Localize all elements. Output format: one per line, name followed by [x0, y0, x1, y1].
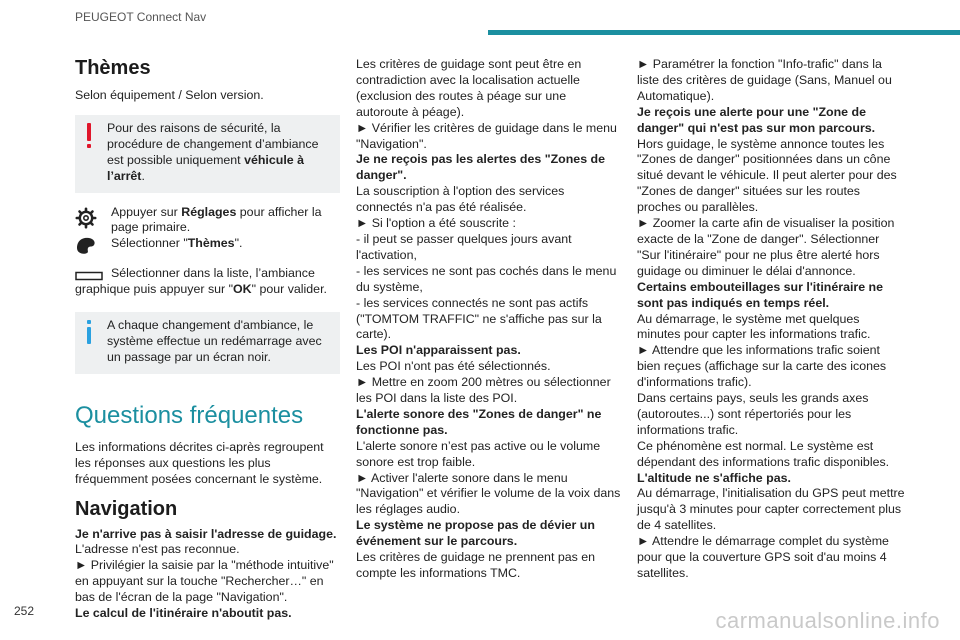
faq-answer: La souscription à l'option des services connectés n'a pas été réalisée.	[356, 184, 565, 215]
column-2	[356, 57, 621, 582]
watermark: carmanualsonline.info	[715, 608, 940, 633]
step-select-theme-text: Sélectionner dans la liste, l’ambiance graphique puis appuyer sur "OK" pour valider.	[75, 266, 327, 297]
step-settings-text: Appuyer sur Réglages pour afficher la page primaire.	[111, 204, 322, 235]
faq-answer: Au démarrage, l'initialisation du GPS peut mettre jusqu'à 3 minutes pour capter correctement plus de 4 satellites.	[637, 486, 905, 533]
column-3	[637, 57, 905, 582]
faq-answer: - les services ne sont pas cochés dans le menu du système,	[356, 263, 617, 294]
faq-question: Certains embouteillages sur l'itinéraire ne sont pas indiqués en temps réel.	[637, 279, 884, 310]
faq-answer: L'adresse n'est pas reconnue.	[75, 542, 240, 557]
ok-button-icon	[75, 271, 103, 281]
section-title: Questions fréquentes	[75, 401, 304, 429]
running-header: PEUGEOT Connect Nav	[75, 10, 207, 24]
info-note	[75, 312, 340, 374]
faq-answer: ► Zoomer la carte afin de visualiser la position exacte de la "Zone de danger". Sélectionner "Sur l'itinéraire" pour ne plus être alerté hors guidage ou diminuer le délai d'annonce.	[637, 216, 895, 278]
faq-question: Le calcul de l'itinéraire n'aboutit pas.	[75, 606, 292, 621]
faq-answer: ► Privilégier la saisie par la "méthode intuitive" en appuyant sur la touche "Rechercher…" en bas de l'écran de la page "Navigation".	[75, 558, 334, 605]
section-intro: Les informations décrites ci-après regroupent les réponses aux questions les plus fréquemment posées concernant le système.	[75, 439, 324, 486]
warning-note-text: Pour des raisons de sécurité, la procédure de changement d’ambiance est possible uniquement véhicule à l’arrêt.	[107, 120, 319, 183]
paint-palette-icon	[75, 234, 97, 256]
faq-answer: Les critères de guidage ne prennent pas en compte les informations TMC.	[356, 550, 596, 580]
navigation-heading: Navigation	[75, 497, 178, 520]
gear-icon	[75, 207, 97, 229]
faq-question: Les POI n'apparaissent pas.	[356, 343, 521, 358]
step-themes-text: Sélectionner "Thèmes".	[111, 236, 243, 251]
faq-answer: Les critères de guidage sont peut être en contradiction avec la localisation actuelle (exclusion des routes à péage sur une autoroute à péage).	[356, 57, 582, 119]
faq-answer: ► Attendre que les informations trafic soient bien reçues (affichage sur la carte des icones d'informations trafic).	[637, 343, 887, 390]
step-settings	[75, 205, 340, 237]
step-select-theme	[75, 266, 340, 298]
column-1	[75, 57, 340, 622]
faq-answer: ► Attendre le démarrage complet du système pour que la couverture GPS soit d'au moins 4 satellites.	[637, 534, 889, 580]
faq-answer: Les POI n'ont pas été sélectionnés.	[356, 359, 551, 374]
faq-question: L'alerte sonore des "Zones de danger" ne fonctionne pas.	[356, 406, 602, 437]
faq-answer: Ce phénomène est normal. Le système est dépendant des informations trafic disponibles.	[637, 438, 890, 469]
faq-answer: ► Si l'option a été souscrite :	[356, 216, 516, 231]
faq-answer: Dans certains pays, seuls les grands axes (autoroutes...) sont répertoriés pour les informations trafic.	[637, 391, 869, 437]
themes-subtitle: Selon équipement / Selon version.	[75, 88, 264, 102]
themes-title: Thèmes	[75, 57, 151, 79]
faq-question: Le système ne propose pas de dévier un événement sur le parcours.	[356, 518, 595, 549]
faq-question: L'altitude ne s'affiche pas.	[637, 470, 791, 485]
warning-icon	[87, 123, 92, 150]
faq-question: Je reçois une alerte pour une "Zone de danger" qui n'est pas sur mon parcours.	[637, 104, 876, 135]
faq-answer: Hors guidage, le système annonce toutes les "Zones de danger" positionnées dans un cône situé devant le véhicule. Il peut alerter pour des "Zones de danger" situées sur les routes proches ou parallèles.	[637, 136, 897, 215]
faq-answer: ► Paramétrer la fonction "Info-trafic" dans la liste des critères de guidage (Sans, Manuel ou Automatique).	[637, 57, 892, 103]
faq-answer: - il peut se passer quelques jours avant l'activation,	[356, 231, 572, 262]
faq-answer: ► Activer l'alerte sonore dans le menu "Navigation" et vérifier le volume de la voix dans les réglages audio.	[356, 470, 621, 517]
faq-answer: ► Vérifier les critères de guidage dans le menu "Navigation".	[356, 120, 617, 151]
faq-question: Je n'arrive pas à saisir l'adresse de guidage.	[75, 526, 337, 541]
warning-note-bold: véhicule à l’arrêt	[107, 152, 304, 183]
step-themes	[75, 236, 340, 252]
faq-answer: Au démarrage, le système met quelques minutes pour capter les informations trafic.	[637, 311, 871, 342]
faq-question: Je ne reçois pas les alertes des "Zones de danger".	[356, 152, 605, 183]
info-icon	[87, 320, 92, 344]
info-note-text: A chaque changement d'ambiance, le système effectue un redémarrage avec un passage par un écran noir.	[107, 318, 322, 364]
header-accent-bar	[488, 30, 960, 35]
warning-note	[75, 115, 340, 193]
faq-answer: ► Mettre en zoom 200 mètres ou sélectionner les POI dans la liste des POI.	[356, 375, 611, 406]
faq-answer: L'alerte sonore n’est pas active ou le volume sonore est trop faible.	[356, 438, 601, 469]
page-number: 252	[14, 604, 35, 618]
faq-answer: - les services connectés ne sont pas actifs ("TOMTOM TRAFFIC" ne s'affiche pas sur la carte).	[356, 295, 602, 342]
